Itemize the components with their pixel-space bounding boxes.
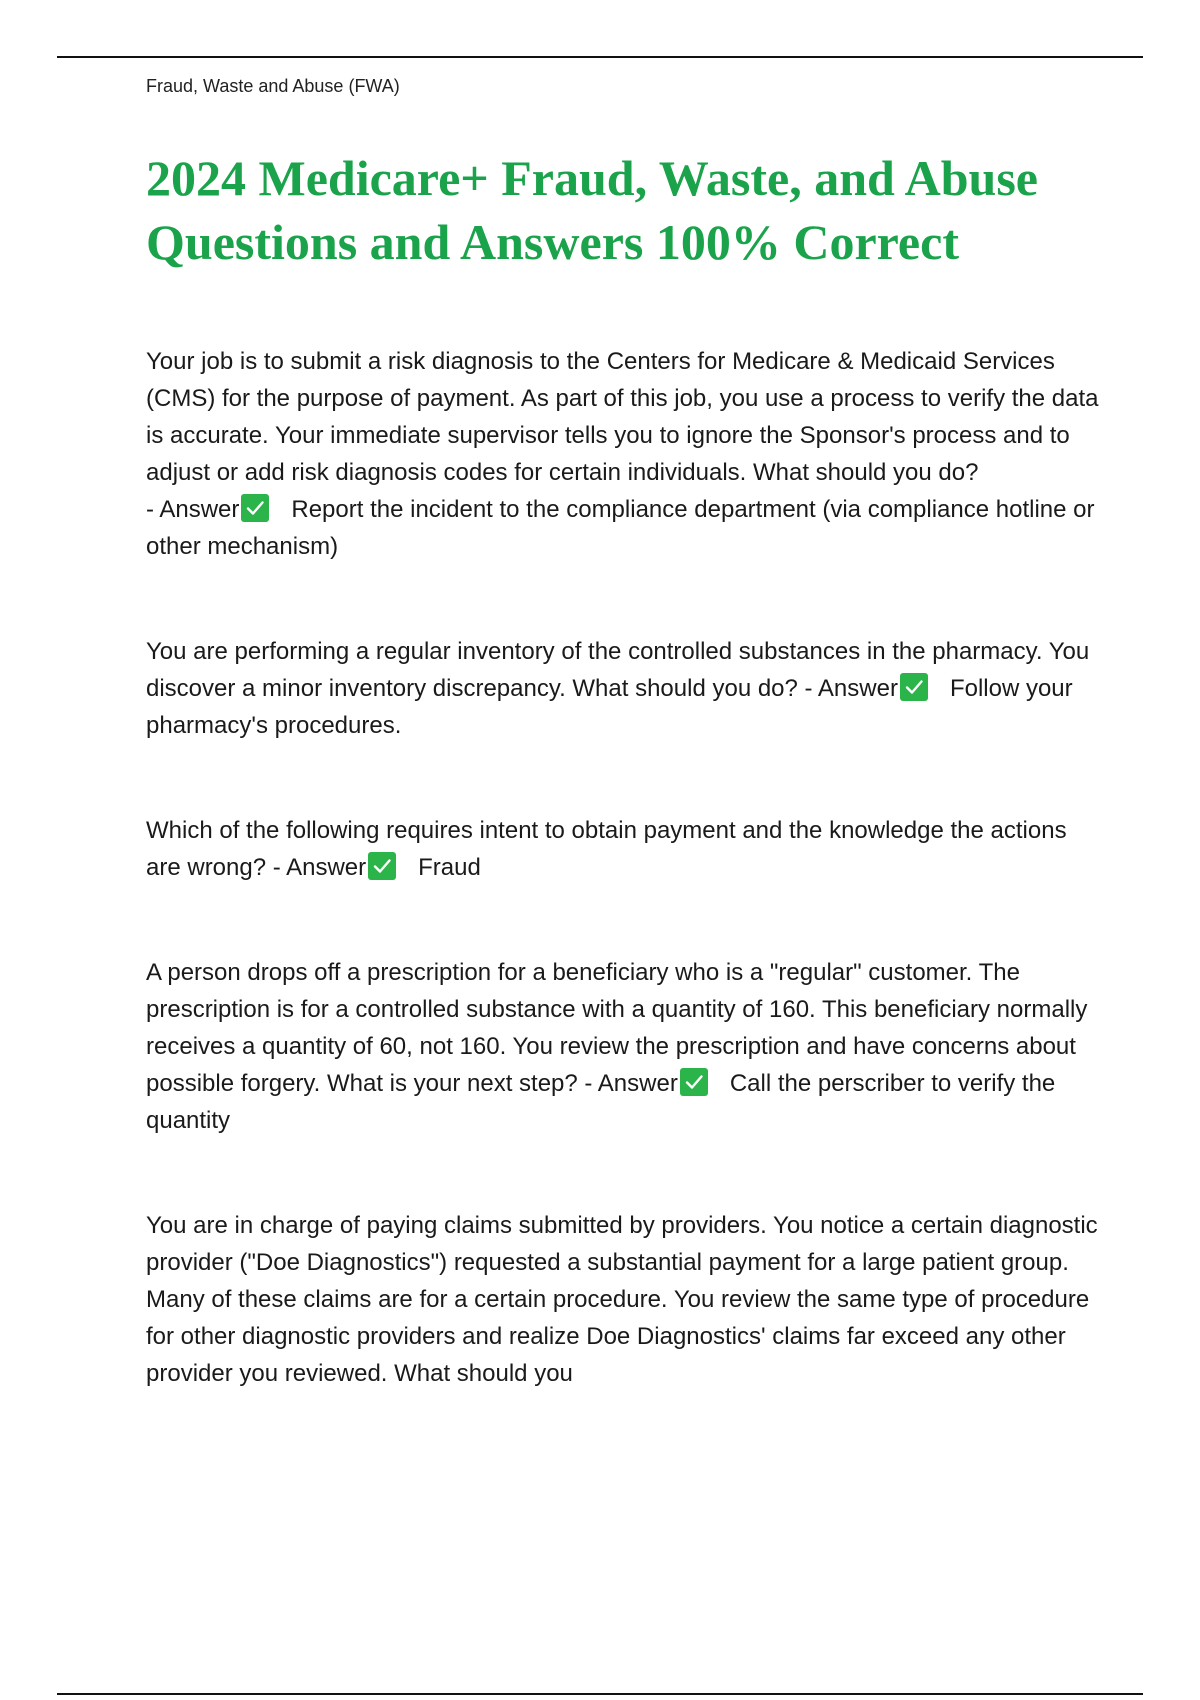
- question-text: Which of the following requires intent to obtain payment and the knowledge the actions are wrong?: [146, 817, 1067, 881]
- qa-item: [146, 1207, 1106, 1392]
- footer-rule: [57, 1693, 1143, 1695]
- separator: -: [577, 1070, 598, 1097]
- document-title: 2024 Medicare+ Fraud, Waste, and Abuse Questions and Answers 100% Correct: [146, 150, 1038, 270]
- answer-text: Follow your pharmacy's procedures.: [146, 675, 1073, 739]
- answer-label: Answer: [597, 1070, 678, 1097]
- qa-list: [146, 343, 1106, 1460]
- answer-text: Fraud: [418, 854, 481, 881]
- qa-item: [146, 633, 1106, 744]
- checkmark-icon: [900, 673, 928, 701]
- separator: -: [266, 854, 287, 881]
- question-text: You are performing a regular inventory of the controlled substances in the pharmacy. You discover a minor inventory discrepancy. What should you do?: [146, 638, 1090, 702]
- qa-item: [146, 812, 1106, 886]
- qa-item: [146, 343, 1106, 565]
- separator: -: [797, 675, 818, 702]
- running-header: Fraud, Waste and Abuse (FWA): [146, 76, 400, 96]
- answer-text: Report the incident to the compliance department (via compliance hotline or other mechanism): [146, 496, 1095, 560]
- checkmark-icon: [368, 852, 396, 880]
- answer-label: Answer: [159, 496, 240, 523]
- qa-item: [146, 954, 1106, 1139]
- separator: -: [146, 496, 160, 523]
- checkmark-icon: [241, 494, 269, 522]
- checkmark-icon: [680, 1068, 708, 1096]
- answer-label: Answer: [286, 854, 367, 881]
- answer-label: Answer: [817, 675, 898, 702]
- question-text: Your job is to submit a risk diagnosis to the Centers for Medicare & Medicaid Services (CMS) for the purpose of payment. As part of this job, you use a process to verify the data is accurate. Your immediate supervisor tells you to ignore the Sponsor's process and to adjust or add risk diagnosis codes for certain individuals. What should you do?: [146, 348, 1099, 486]
- question-text: A person drops off a prescription for a beneficiary who is a "regular" customer. The prescription is for a controlled substance with a quantity of 160. This beneficiary normally receives a quantity of 60, not 160. You review the prescription and have concerns about possible forgery. What is your next step?: [146, 959, 1088, 1097]
- header-rule: [57, 56, 1143, 58]
- answer-text: Call the perscriber to verify the quantity: [146, 1070, 1056, 1134]
- question-text: You are in charge of paying claims submitted by providers. You notice a certain diagnostic provider ("Doe Diagnostics") requested a substantial payment for a large patient group. Many of these claims are for a certain procedure. You review the same type of procedure for other diagnostic providers and realize Doe Diagnostics' claims far exceed any other provider you reviewed. What should you: [146, 1212, 1098, 1387]
